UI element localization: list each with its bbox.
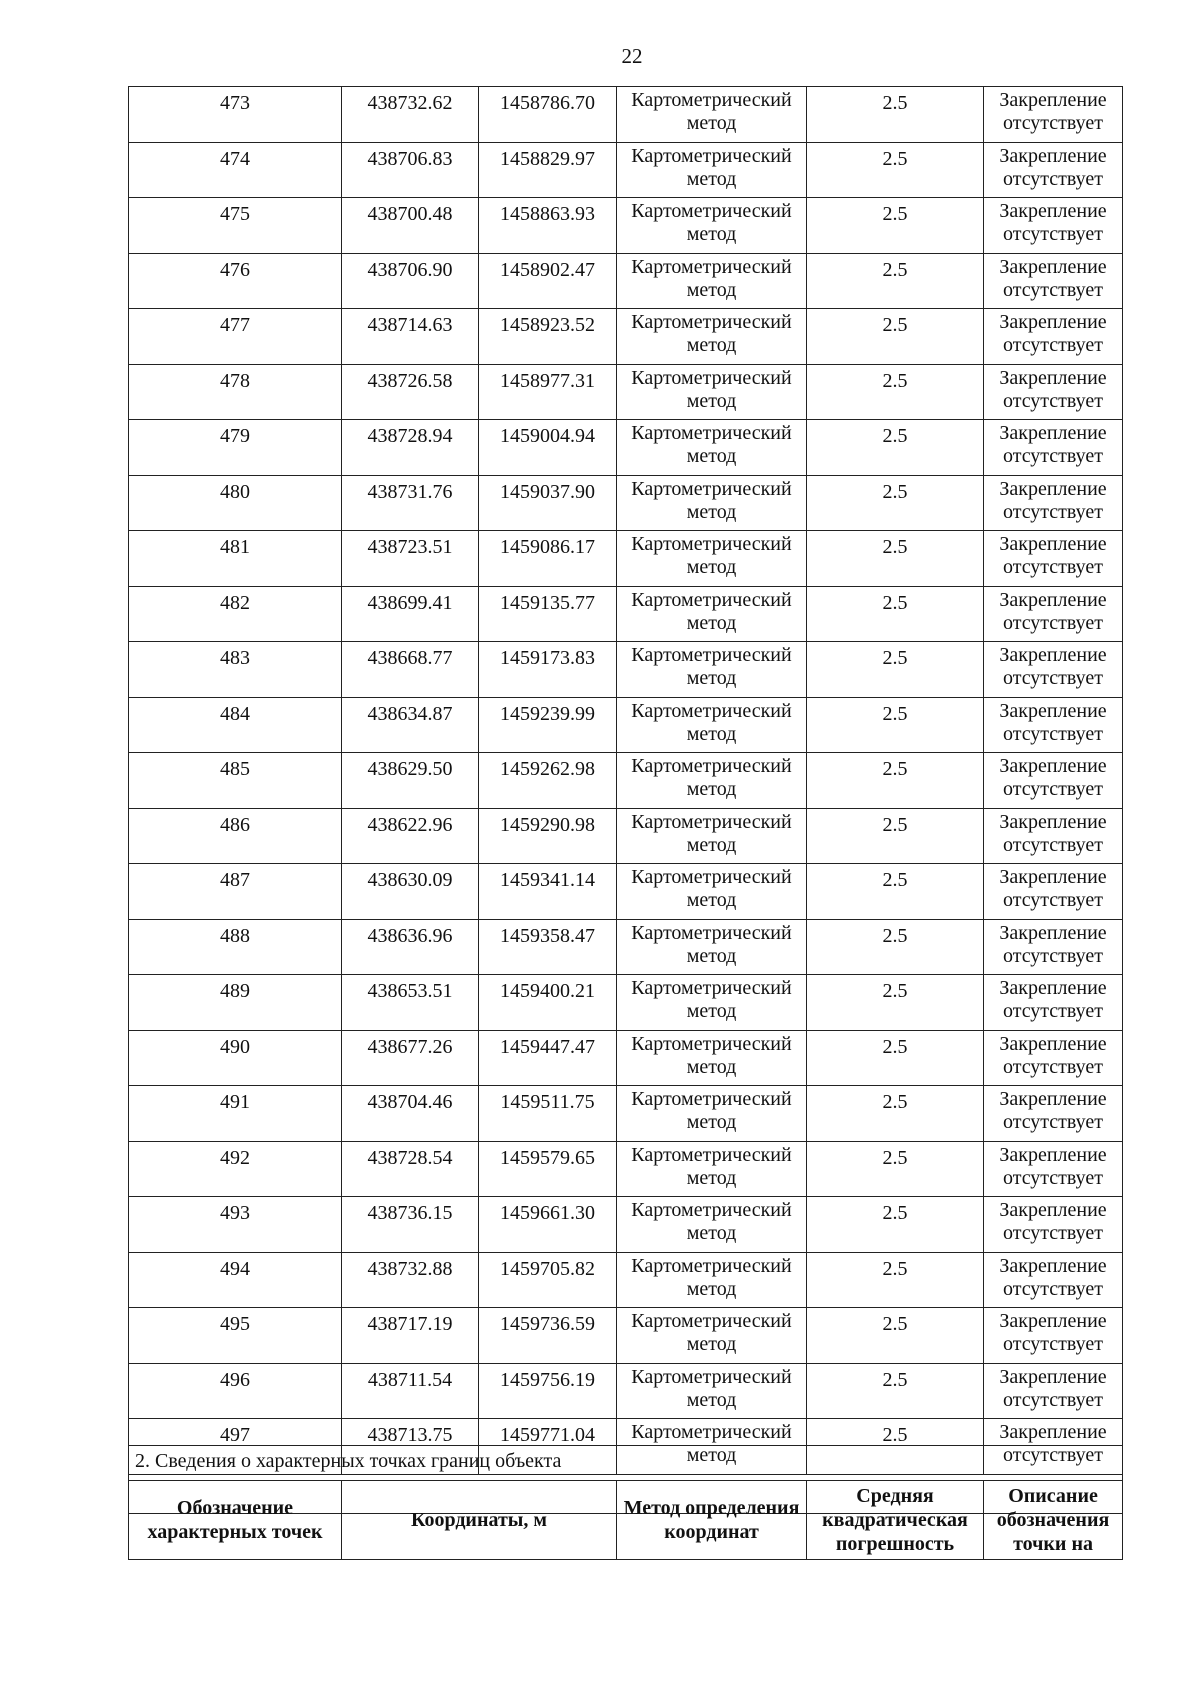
- coord-x: 438706.83: [342, 142, 479, 198]
- method-cell: Картометрический метод: [617, 1141, 807, 1197]
- coord-x: 438704.46: [342, 1086, 479, 1142]
- coord-x: 438732.62: [342, 87, 479, 143]
- method-cell: Картометрический метод: [617, 1252, 807, 1308]
- fixation-cell: Закрепление отсутствует: [984, 1363, 1123, 1419]
- point-number: 492: [129, 1141, 342, 1197]
- coord-y: 1459400.21: [479, 975, 617, 1031]
- fixation-cell: Закрепление отсутствует: [984, 1030, 1123, 1086]
- coordinates-table-body: [129, 87, 1123, 1514]
- point-number: 479: [129, 420, 342, 476]
- coord-y: 1459705.82: [479, 1252, 617, 1308]
- table-row: [129, 1141, 1123, 1197]
- coord-x: 438711.54: [342, 1363, 479, 1419]
- point-number: 480: [129, 475, 342, 531]
- coord-y: 1459756.19: [479, 1363, 617, 1419]
- point-number: 483: [129, 642, 342, 698]
- fixation-cell: Закрепление отсутствует: [984, 642, 1123, 698]
- point-number: 491: [129, 1086, 342, 1142]
- table-row: [129, 642, 1123, 698]
- fixation-cell: Закрепление отсутствует: [984, 1141, 1123, 1197]
- error-cell: 2.5: [807, 475, 984, 531]
- point-number: 488: [129, 919, 342, 975]
- coord-y: 1459661.30: [479, 1197, 617, 1253]
- error-cell: 2.5: [807, 1141, 984, 1197]
- error-cell: 2.5: [807, 87, 984, 143]
- coord-y: 1459262.98: [479, 753, 617, 809]
- point-number: 497: [129, 1419, 342, 1475]
- method-cell: Картометрический метод: [617, 1086, 807, 1142]
- method-cell: Картометрический метод: [617, 420, 807, 476]
- table-row: [129, 475, 1123, 531]
- point-number: 494: [129, 1252, 342, 1308]
- fixation-cell: Закрепление отсутствует: [984, 1086, 1123, 1142]
- error-cell: 2.5: [807, 142, 984, 198]
- coord-y: 1459358.47: [479, 919, 617, 975]
- fixation-cell: Закрепление отсутствует: [984, 753, 1123, 809]
- coord-y: 1459239.99: [479, 697, 617, 753]
- fixation-cell: Закрепление отсутствует: [984, 864, 1123, 920]
- error-cell: 2.5: [807, 642, 984, 698]
- fixation-cell: Закрепление отсутствует: [984, 586, 1123, 642]
- table-row: [129, 1363, 1123, 1419]
- fixation-cell: Закрепление отсутствует: [984, 697, 1123, 753]
- coord-x: 438717.19: [342, 1308, 479, 1364]
- coord-y: 1459447.47: [479, 1030, 617, 1086]
- fixation-cell: Закрепление отсутствует: [984, 1419, 1123, 1475]
- coord-y: 1459579.65: [479, 1141, 617, 1197]
- error-cell: 2.5: [807, 1086, 984, 1142]
- fixation-cell: Закрепление отсутствует: [984, 919, 1123, 975]
- coord-y: 1459290.98: [479, 808, 617, 864]
- table-row: [129, 697, 1123, 753]
- coord-y: 1459511.75: [479, 1086, 617, 1142]
- method-cell: Картометрический метод: [617, 919, 807, 975]
- fixation-cell: Закрепление отсутствует: [984, 253, 1123, 309]
- coord-y: 1458902.47: [479, 253, 617, 309]
- coord-y: 1458863.93: [479, 198, 617, 254]
- fixation-cell: Закрепление отсутствует: [984, 309, 1123, 365]
- coord-x: 438668.77: [342, 642, 479, 698]
- fixation-cell: Закрепление отсутствует: [984, 1252, 1123, 1308]
- coord-x: 438726.58: [342, 364, 479, 420]
- point-number: 490: [129, 1030, 342, 1086]
- error-cell: 2.5: [807, 975, 984, 1031]
- error-cell: 2.5: [807, 1030, 984, 1086]
- method-cell: Картометрический метод: [617, 1030, 807, 1086]
- method-cell: Картометрический метод: [617, 1308, 807, 1364]
- coord-x: 438653.51: [342, 975, 479, 1031]
- method-cell: Картометрический метод: [617, 531, 807, 587]
- method-cell: Картометрический метод: [617, 364, 807, 420]
- table-row: [129, 1197, 1123, 1253]
- error-cell: 2.5: [807, 309, 984, 365]
- point-number: 474: [129, 142, 342, 198]
- coord-x: 438714.63: [342, 309, 479, 365]
- coord-x: 438634.87: [342, 697, 479, 753]
- method-cell: Картометрический метод: [617, 864, 807, 920]
- error-cell: 2.5: [807, 697, 984, 753]
- error-cell: 2.5: [807, 364, 984, 420]
- point-number: 489: [129, 975, 342, 1031]
- error-cell: 2.5: [807, 198, 984, 254]
- coord-x: 438731.76: [342, 475, 479, 531]
- error-cell: 2.5: [807, 586, 984, 642]
- error-cell: 2.5: [807, 253, 984, 309]
- point-number: 481: [129, 531, 342, 587]
- point-number: 477: [129, 309, 342, 365]
- error-cell: 2.5: [807, 1308, 984, 1364]
- coord-y: 1459135.77: [479, 586, 617, 642]
- point-number: 496: [129, 1363, 342, 1419]
- coord-y: 1458786.70: [479, 87, 617, 143]
- table-row: [129, 1086, 1123, 1142]
- point-number: 495: [129, 1308, 342, 1364]
- point-number: 478: [129, 364, 342, 420]
- error-cell: 2.5: [807, 531, 984, 587]
- method-cell: Картометрический метод: [617, 975, 807, 1031]
- method-cell: Картометрический метод: [617, 697, 807, 753]
- error-cell: 2.5: [807, 808, 984, 864]
- section2-title: 2. Сведения о характерных точках границ объекта: [129, 1446, 1123, 1481]
- method-cell: Картометрический метод: [617, 475, 807, 531]
- method-cell: Картометрический метод: [617, 586, 807, 642]
- table-row: [129, 364, 1123, 420]
- coord-y: 1459037.90: [479, 475, 617, 531]
- coord-x: 438700.48: [342, 198, 479, 254]
- point-number: 485: [129, 753, 342, 809]
- table-row: [129, 586, 1123, 642]
- point-number: 484: [129, 697, 342, 753]
- method-cell: Картометрический метод: [617, 808, 807, 864]
- coord-y: 1459004.94: [479, 420, 617, 476]
- header-error: Средняя квадратическая погрешность: [807, 1481, 984, 1560]
- coord-x: 438728.94: [342, 420, 479, 476]
- coord-y: 1458977.31: [479, 364, 617, 420]
- coord-x: 438706.90: [342, 253, 479, 309]
- table-row: [129, 142, 1123, 198]
- fixation-cell: Закрепление отсутствует: [984, 808, 1123, 864]
- header-desc: Описание обозначения точки на: [984, 1481, 1123, 1560]
- coord-y: 1458829.97: [479, 142, 617, 198]
- point-number: 473: [129, 87, 342, 143]
- table-row: [129, 1030, 1123, 1086]
- coord-x: 438728.54: [342, 1141, 479, 1197]
- table-row: [129, 1252, 1123, 1308]
- point-number: 487: [129, 864, 342, 920]
- coord-x: 438723.51: [342, 531, 479, 587]
- coordinates-table: [128, 86, 1123, 1514]
- coord-y: 1459086.17: [479, 531, 617, 587]
- header-method: Метод определения координат: [617, 1481, 807, 1560]
- error-cell: 2.5: [807, 1419, 984, 1475]
- fixation-cell: Закрепление отсутствует: [984, 975, 1123, 1031]
- section2-table: [128, 1445, 1123, 1560]
- coord-x: 438713.75: [342, 1419, 479, 1475]
- method-cell: Картометрический метод: [617, 253, 807, 309]
- table-row: [129, 309, 1123, 365]
- error-cell: 2.5: [807, 864, 984, 920]
- point-number: 482: [129, 586, 342, 642]
- table-row: [129, 420, 1123, 476]
- error-cell: 2.5: [807, 1252, 984, 1308]
- point-number: 476: [129, 253, 342, 309]
- coord-y: 1459736.59: [479, 1308, 617, 1364]
- fixation-cell: Закрепление отсутствует: [984, 87, 1123, 143]
- coord-x: 438677.26: [342, 1030, 479, 1086]
- fixation-cell: Закрепление отсутствует: [984, 198, 1123, 254]
- method-cell: Картометрический метод: [617, 309, 807, 365]
- table-row: [129, 975, 1123, 1031]
- table-row: [129, 253, 1123, 309]
- point-number: 486: [129, 808, 342, 864]
- coord-x: 438732.88: [342, 1252, 479, 1308]
- method-cell: Картометрический метод: [617, 753, 807, 809]
- coord-y: 1459341.14: [479, 864, 617, 920]
- fixation-cell: Закрепление отсутствует: [984, 531, 1123, 587]
- table-row: [129, 531, 1123, 587]
- table-row: [129, 864, 1123, 920]
- coord-x: 438629.50: [342, 753, 479, 809]
- error-cell: 2.5: [807, 420, 984, 476]
- error-cell: 2.5: [807, 919, 984, 975]
- point-number: 493: [129, 1197, 342, 1253]
- fixation-cell: Закрепление отсутствует: [984, 1197, 1123, 1253]
- table-row: [129, 808, 1123, 864]
- error-cell: 2.5: [807, 753, 984, 809]
- method-cell: Картометрический метод: [617, 1363, 807, 1419]
- method-cell: Картометрический метод: [617, 198, 807, 254]
- coord-y: 1458923.52: [479, 309, 617, 365]
- fixation-cell: Закрепление отсутствует: [984, 1308, 1123, 1364]
- point-number: 475: [129, 198, 342, 254]
- method-cell: Картометрический метод: [617, 87, 807, 143]
- coord-x: 438636.96: [342, 919, 479, 975]
- table-row: [129, 919, 1123, 975]
- coord-x: 438622.96: [342, 808, 479, 864]
- coord-x: 438736.15: [342, 1197, 479, 1253]
- method-cell: Картометрический метод: [617, 1419, 807, 1475]
- fixation-cell: Закрепление отсутствует: [984, 142, 1123, 198]
- coord-y: 1459173.83: [479, 642, 617, 698]
- error-cell: 2.5: [807, 1197, 984, 1253]
- table-row: [129, 1308, 1123, 1364]
- error-cell: 2.5: [807, 1363, 984, 1419]
- table-row: [129, 753, 1123, 809]
- table-row: [129, 198, 1123, 254]
- coord-x: 438630.09: [342, 864, 479, 920]
- table-row: [129, 87, 1123, 143]
- method-cell: Картометрический метод: [617, 1197, 807, 1253]
- header-coords: Координаты, м: [342, 1481, 617, 1560]
- coord-x: 438699.41: [342, 586, 479, 642]
- method-cell: Картометрический метод: [617, 142, 807, 198]
- fixation-cell: Закрепление отсутствует: [984, 475, 1123, 531]
- method-cell: Картометрический метод: [617, 642, 807, 698]
- header-points: Обозначение характерных точек: [129, 1481, 342, 1560]
- fixation-cell: Закрепление отсутствует: [984, 364, 1123, 420]
- page-number: 22: [621, 44, 643, 68]
- fixation-cell: Закрепление отсутствует: [984, 420, 1123, 476]
- coord-y: 1459771.04: [479, 1419, 617, 1475]
